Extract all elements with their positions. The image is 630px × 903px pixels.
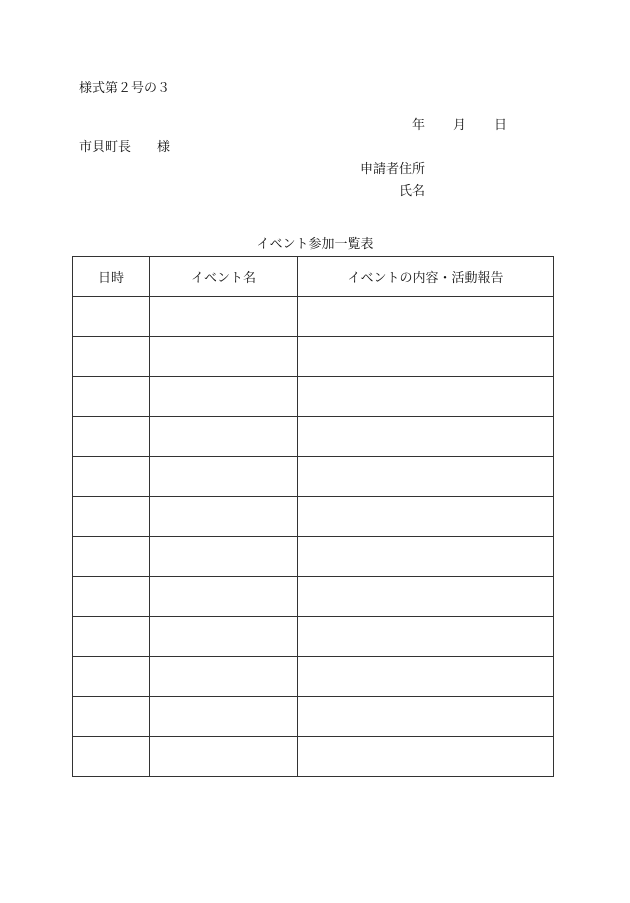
table-row <box>73 337 554 377</box>
table-row <box>73 457 554 497</box>
column-header-event-report: イベントの内容・活動報告 <box>298 257 554 297</box>
cell-event-report[interactable] <box>298 737 554 777</box>
applicant-address-label: 申請者住所 <box>360 162 426 177</box>
table-row <box>73 497 554 537</box>
cell-event-name[interactable] <box>150 657 298 697</box>
cell-event-report[interactable] <box>298 377 554 417</box>
table-row <box>73 617 554 657</box>
cell-event-report[interactable] <box>298 297 554 337</box>
applicant-name-label: 氏名 <box>399 184 426 199</box>
date-year-label: 年 <box>412 118 426 133</box>
cell-event-name[interactable] <box>150 737 298 777</box>
cell-datetime[interactable] <box>73 577 150 617</box>
cell-event-name[interactable] <box>150 537 298 577</box>
table-header-row <box>73 257 554 297</box>
table-row <box>73 697 554 737</box>
cell-datetime[interactable] <box>73 737 150 777</box>
cell-event-report[interactable] <box>298 337 554 377</box>
cell-event-name[interactable] <box>150 457 298 497</box>
table-row <box>73 577 554 617</box>
cell-datetime[interactable] <box>73 297 150 337</box>
date-line <box>412 119 507 132</box>
cell-datetime[interactable] <box>73 537 150 577</box>
event-table <box>72 256 554 777</box>
cell-event-report[interactable] <box>298 697 554 737</box>
cell-event-report[interactable] <box>298 657 554 697</box>
table-row <box>73 737 554 777</box>
table-row <box>73 297 554 337</box>
cell-event-report[interactable] <box>298 497 554 537</box>
table-row <box>73 417 554 457</box>
cell-event-name[interactable] <box>150 297 298 337</box>
cell-event-name[interactable] <box>150 337 298 377</box>
cell-event-name[interactable] <box>150 377 298 417</box>
cell-event-report[interactable] <box>298 577 554 617</box>
table-row <box>73 537 554 577</box>
cell-event-name[interactable] <box>150 417 298 457</box>
cell-datetime[interactable] <box>73 417 150 457</box>
cell-event-report[interactable] <box>298 457 554 497</box>
cell-datetime[interactable] <box>73 697 150 737</box>
date-day-label: 日 <box>494 118 508 133</box>
cell-datetime[interactable] <box>73 657 150 697</box>
table-row <box>73 657 554 697</box>
cell-event-name[interactable] <box>150 697 298 737</box>
cell-datetime[interactable] <box>73 337 150 377</box>
column-header-datetime: 日時 <box>73 257 150 297</box>
cell-datetime[interactable] <box>73 497 150 537</box>
cell-event-name[interactable] <box>150 497 298 537</box>
table-row <box>73 377 554 417</box>
table-body <box>73 297 554 777</box>
column-header-event-name: イベント名 <box>150 257 298 297</box>
cell-event-report[interactable] <box>298 617 554 657</box>
cell-datetime[interactable] <box>73 457 150 497</box>
date-month-label: 月 <box>453 118 467 133</box>
cell-datetime[interactable] <box>73 377 150 417</box>
addressee-name: 市貝町長 <box>79 140 132 155</box>
cell-event-report[interactable] <box>298 537 554 577</box>
cell-event-name[interactable] <box>150 577 298 617</box>
table-title: イベント参加一覧表 <box>256 237 374 252</box>
cell-datetime[interactable] <box>73 617 150 657</box>
cell-event-report[interactable] <box>298 417 554 457</box>
form-number: 様式第２号の３ <box>79 81 171 96</box>
addressee-line <box>79 141 170 154</box>
addressee-honorific: 様 <box>157 140 171 155</box>
cell-event-name[interactable] <box>150 617 298 657</box>
